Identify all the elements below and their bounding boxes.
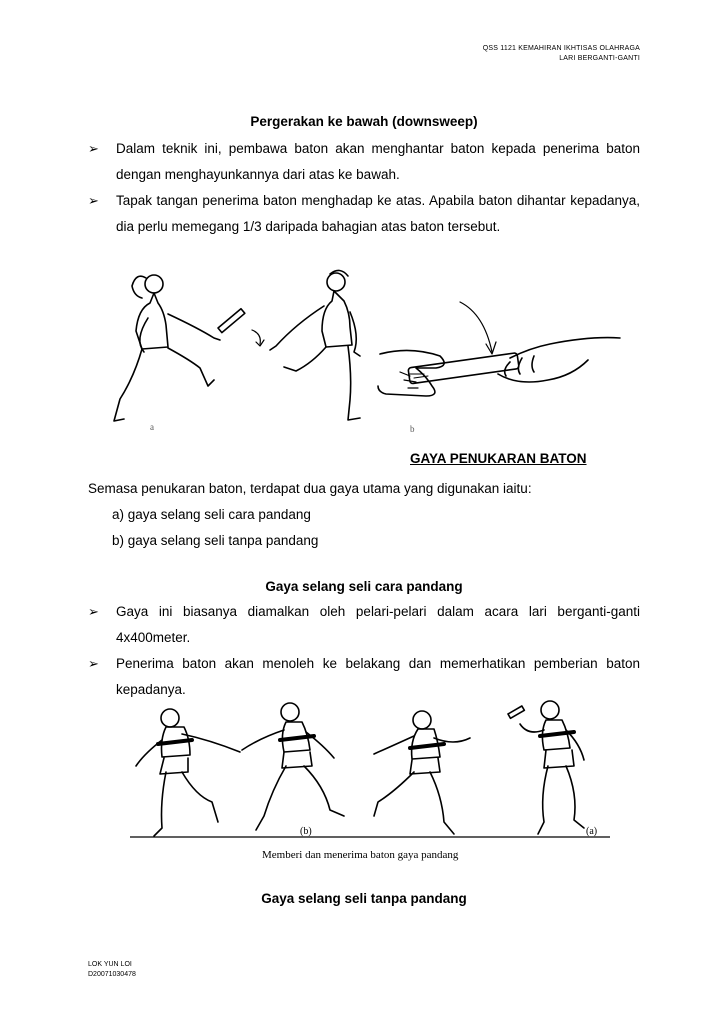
runner-2-figure [242, 703, 344, 830]
footer-author-name: LOK YUN LOI [88, 961, 132, 968]
arrowhead-bullet-icon: ➢ [88, 193, 99, 208]
page-header [483, 44, 640, 64]
runner-b-figure [252, 270, 360, 420]
runner-1-figure [136, 709, 240, 836]
runner-a-figure [114, 275, 245, 421]
arrowhead-bullet-icon: ➢ [88, 604, 99, 619]
runner-3-figure [374, 711, 470, 834]
section-title-exchange-styles: GAYA PENUKARAN BATON [410, 451, 587, 466]
footer-student-id: D20071030478 [88, 971, 136, 978]
runner-4-figure [508, 701, 584, 834]
style-item-a: a) gaya selang seli cara pandang [112, 507, 311, 522]
section-title-visual-exchange: Gaya selang seli cara pandang [265, 579, 463, 594]
figure-label-b: (b) [300, 826, 312, 837]
bullet-item: ➢ Gaya ini biasanya diamalkan oleh pelari-pelari dalam acara lari berganti-ganti 4x400meter. [88, 599, 640, 651]
header-topic: LARI BERGANTI-GANTI [559, 55, 640, 62]
section-title-blind-exchange: Gaya selang seli tanpa pandang [261, 891, 467, 906]
figure-caption: Memberi dan menerima baton gaya pandang [262, 849, 459, 861]
page-footer [88, 960, 136, 980]
figure-label-a: (a) [586, 826, 598, 837]
arrowhead-bullet-icon: ➢ [88, 656, 99, 671]
visual-exchange-illustration [130, 700, 610, 870]
hand-exchange-figure [378, 302, 620, 396]
downsweep-illustration [110, 262, 630, 442]
figure-label-a: a [150, 422, 154, 432]
header-course: QSS 1121 KEMAHIRAN IKHTISAS OLAHRAGA [482, 45, 640, 52]
figure-label-b: b [410, 424, 415, 434]
arrowhead-bullet-icon: ➢ [88, 141, 99, 156]
bullet-item: ➢ Tapak tangan penerima baton menghadap ke atas. Apabila baton dihantar kepadanya, dia perlu memegang 1/3 daripada bahagian atas baton tersebut. [88, 188, 640, 240]
visual-exchange-bullet-list [88, 599, 640, 703]
style-item-b: b) gaya selang seli tanpa pandang [112, 533, 319, 548]
downsweep-bullet-list [88, 136, 640, 240]
section-title-downsweep: Pergerakan ke bawah (downsweep) [250, 114, 478, 129]
exchange-intro-text: Semasa penukaran baton, terdapat dua gaya utama yang digunakan iaitu: [88, 481, 532, 496]
bullet-item: ➢ Penerima baton akan menoleh ke belakang dan memerhatikan pemberian baton kepadanya. [88, 651, 640, 703]
bullet-item: ➢ Dalam teknik ini, pembawa baton akan menghantar baton kepada penerima baton dengan menghayunkannya dari atas ke bawah. [88, 136, 640, 188]
